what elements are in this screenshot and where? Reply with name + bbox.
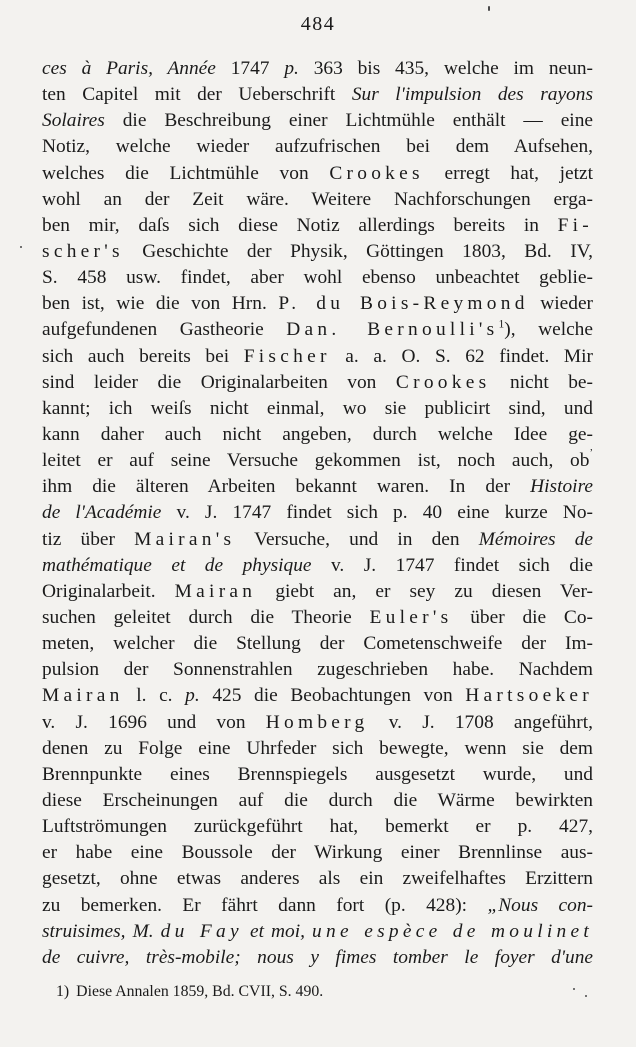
text-line xyxy=(42,500,593,526)
text-segment: aufgefundenen Gastheorie xyxy=(42,319,287,341)
text-line xyxy=(42,893,593,919)
text-segment: suchen geleitet durch die Theorie xyxy=(42,606,370,628)
text-line xyxy=(42,710,593,736)
text-segment: Crookes xyxy=(395,371,491,393)
text-segment: Dan. Bernoulli's xyxy=(286,319,499,341)
text-segment: a. a. O. S. 62 findet. Mir xyxy=(330,345,593,367)
text-line xyxy=(42,683,593,709)
text-line xyxy=(42,736,593,762)
text-segment: ’ xyxy=(589,447,593,460)
text-segment: scher's xyxy=(42,240,124,262)
text-segment: Hartsoeker xyxy=(465,685,594,707)
text-segment: tiz über xyxy=(42,528,135,550)
text-segment: ihm die älteren Arbeiten bekannt waren. In der xyxy=(42,476,531,498)
text-segment: mathématique et de physique xyxy=(42,554,312,576)
text-segment: 425 die Beobachtungen von xyxy=(199,685,466,707)
text-segment: pulsion der Sonnenstrahlen zugeschrieben habe. Nachdem xyxy=(42,659,593,681)
scan-speck xyxy=(20,246,22,248)
text-segment: Versuche, und in den xyxy=(235,528,479,550)
text-segment: P. du Bois-Reymond xyxy=(278,293,529,315)
text-segment: ten Capitel mit der Ueberschrift xyxy=(42,84,352,106)
text-segment: Brennpunkte eines Brennspiegels ausgesetzt wurde, und xyxy=(42,763,593,785)
text-segment: wieder xyxy=(528,293,594,315)
text-segment: Sur l'impulsion des rayons xyxy=(351,84,593,106)
text-line xyxy=(42,579,593,605)
page-number: 484 xyxy=(300,13,336,35)
text-segment: une espèce de moulinet xyxy=(312,920,593,942)
text-segment: ben ist, wie die von Hrn. xyxy=(42,293,279,315)
text-segment: de cuivre, très-mobile; nous y fimes tomber le foyer d'une xyxy=(42,946,593,968)
text-line xyxy=(42,474,593,500)
scan-speck xyxy=(585,995,587,997)
text-segment: nicht be- xyxy=(490,371,593,393)
text-segment: erregt hat, jetzt xyxy=(423,162,593,184)
scan-speck xyxy=(488,6,490,11)
text-segment: ces à Paris, Année xyxy=(42,58,216,79)
text-segment: ben mir, daſs sich diese Notiz allerdings bereits in xyxy=(42,214,558,236)
text-line xyxy=(42,134,593,160)
text-segment: denen zu Folge eine Uhrfeder sich bewegte, wenn sie dem xyxy=(42,737,593,759)
text-line xyxy=(42,56,593,82)
text-segment: et moi, xyxy=(242,920,313,942)
footnote-text: Diese Annalen 1859, Bd. CVII, S. 490. xyxy=(76,983,324,1000)
text-line xyxy=(42,108,593,134)
text-line xyxy=(42,631,593,657)
text-line xyxy=(42,945,593,971)
footnote-marker: 1) xyxy=(56,983,70,1000)
text-line xyxy=(42,814,593,840)
body-text xyxy=(42,56,593,971)
text-line xyxy=(42,422,593,448)
text-segment: v. J. 1708 angeführt, xyxy=(368,711,594,733)
text-line xyxy=(42,239,593,265)
text-segment: Mairan xyxy=(42,685,124,707)
text-line xyxy=(42,762,593,788)
text-segment: v. J. 1747 findet sich p. 40 eine kurze No- xyxy=(161,502,593,524)
text-line xyxy=(42,265,593,291)
text-segment: 1 xyxy=(498,317,505,331)
text-line xyxy=(42,344,593,370)
text-segment: wohl an der Zeit wäre. Weitere Nachforschungen erga- xyxy=(42,188,593,210)
text-segment: sich auch bereits bei xyxy=(42,345,244,367)
text-line xyxy=(42,840,593,866)
text-line xyxy=(42,788,593,814)
text-line xyxy=(42,866,593,892)
text-segment: de l'Académie xyxy=(42,502,162,524)
text-segment: v. J. 1747 findet sich die xyxy=(311,554,593,576)
text-segment: „Nous con- xyxy=(487,894,593,916)
text-segment: Crookes xyxy=(329,162,424,184)
text-segment: p. xyxy=(185,685,200,707)
text-segment: Mairan's xyxy=(134,528,236,550)
text-line xyxy=(42,370,593,396)
text-line xyxy=(42,317,593,343)
text-line xyxy=(42,161,593,187)
text-segment: l. c. xyxy=(123,685,186,707)
text-line xyxy=(42,291,593,317)
text-segment: leitet er auf seine Versuche gekommen ist, noch auch, ob xyxy=(42,450,590,472)
text-segment: die Beschreibung einer Lichtmühle enthält — eine xyxy=(104,110,593,132)
text-segment: kann daher auch nicht angeben, durch welche Idee ge- xyxy=(42,423,593,445)
text-line xyxy=(42,396,593,422)
text-segment: Notiz, welche wieder aufzufrischen bei dem Aufsehen, xyxy=(42,136,593,158)
text-line xyxy=(42,527,593,553)
text-line xyxy=(42,605,593,631)
text-segment: struisimes, M. xyxy=(42,920,161,942)
text-line xyxy=(42,187,593,213)
footnote xyxy=(42,983,593,1001)
text-segment: über die Co- xyxy=(452,606,593,628)
text-segment: sind leider die Originalarbeiten von xyxy=(42,371,396,393)
text-line xyxy=(42,553,593,579)
text-segment: Fi- xyxy=(557,214,593,236)
text-segment: kannt; ich weiſs nicht einmal, wo sie publicirt sind, und xyxy=(42,397,593,419)
text-segment: diese Erscheinungen auf die durch die Wärme bewirkten xyxy=(42,789,593,811)
text-segment: ), welche xyxy=(504,319,593,341)
text-segment: du Fay xyxy=(160,920,243,942)
text-segment: zu bemerken. Er fährt dann fort (p. 428): xyxy=(42,894,488,916)
text-segment: 363 bis 435, welche im neun- xyxy=(298,58,593,79)
text-line xyxy=(42,657,593,683)
text-segment: v. J. 1696 und von xyxy=(42,711,266,733)
text-segment: welches die Lichtmühle von xyxy=(42,162,330,184)
text-segment: giebt an, er sey zu diesen Ver- xyxy=(256,580,593,602)
text-segment: Histoire xyxy=(530,476,593,498)
text-segment: Mairan xyxy=(174,580,257,602)
text-segment: Luftströmungen zurückgeführt hat, bemerkt er p. 427, xyxy=(42,816,593,838)
text-segment: Euler's xyxy=(369,606,453,628)
text-line xyxy=(42,82,593,108)
text-segment: Geschichte der Physik, Göttingen 1803, Bd. IV, xyxy=(123,240,593,262)
text-segment: S. 458 usw. findet, aber wohl ebenso unbeachtet geblie- xyxy=(42,267,593,289)
text-segment: Solaires xyxy=(42,110,105,132)
text-line xyxy=(42,213,593,239)
text-line xyxy=(42,919,593,945)
scan-speck xyxy=(573,988,575,990)
text-segment: meten, welcher die Stellung der Cometenschweife der Im- xyxy=(42,633,593,655)
text-line xyxy=(42,448,593,474)
text-segment: er habe eine Boussole der Wirkung einer Brennlinse aus- xyxy=(42,842,593,864)
text-segment: 1747 xyxy=(215,58,285,79)
text-segment: Originalarbeit. xyxy=(42,580,175,602)
text-segment: p. xyxy=(284,58,299,79)
text-segment: Mémoires de xyxy=(478,528,594,550)
text-segment: Fischer xyxy=(243,345,331,367)
text-segment: Homberg xyxy=(265,711,369,733)
text-segment: gesetzt, ohne etwas anderes als ein zweifelhaftes Erzittern xyxy=(42,868,593,890)
